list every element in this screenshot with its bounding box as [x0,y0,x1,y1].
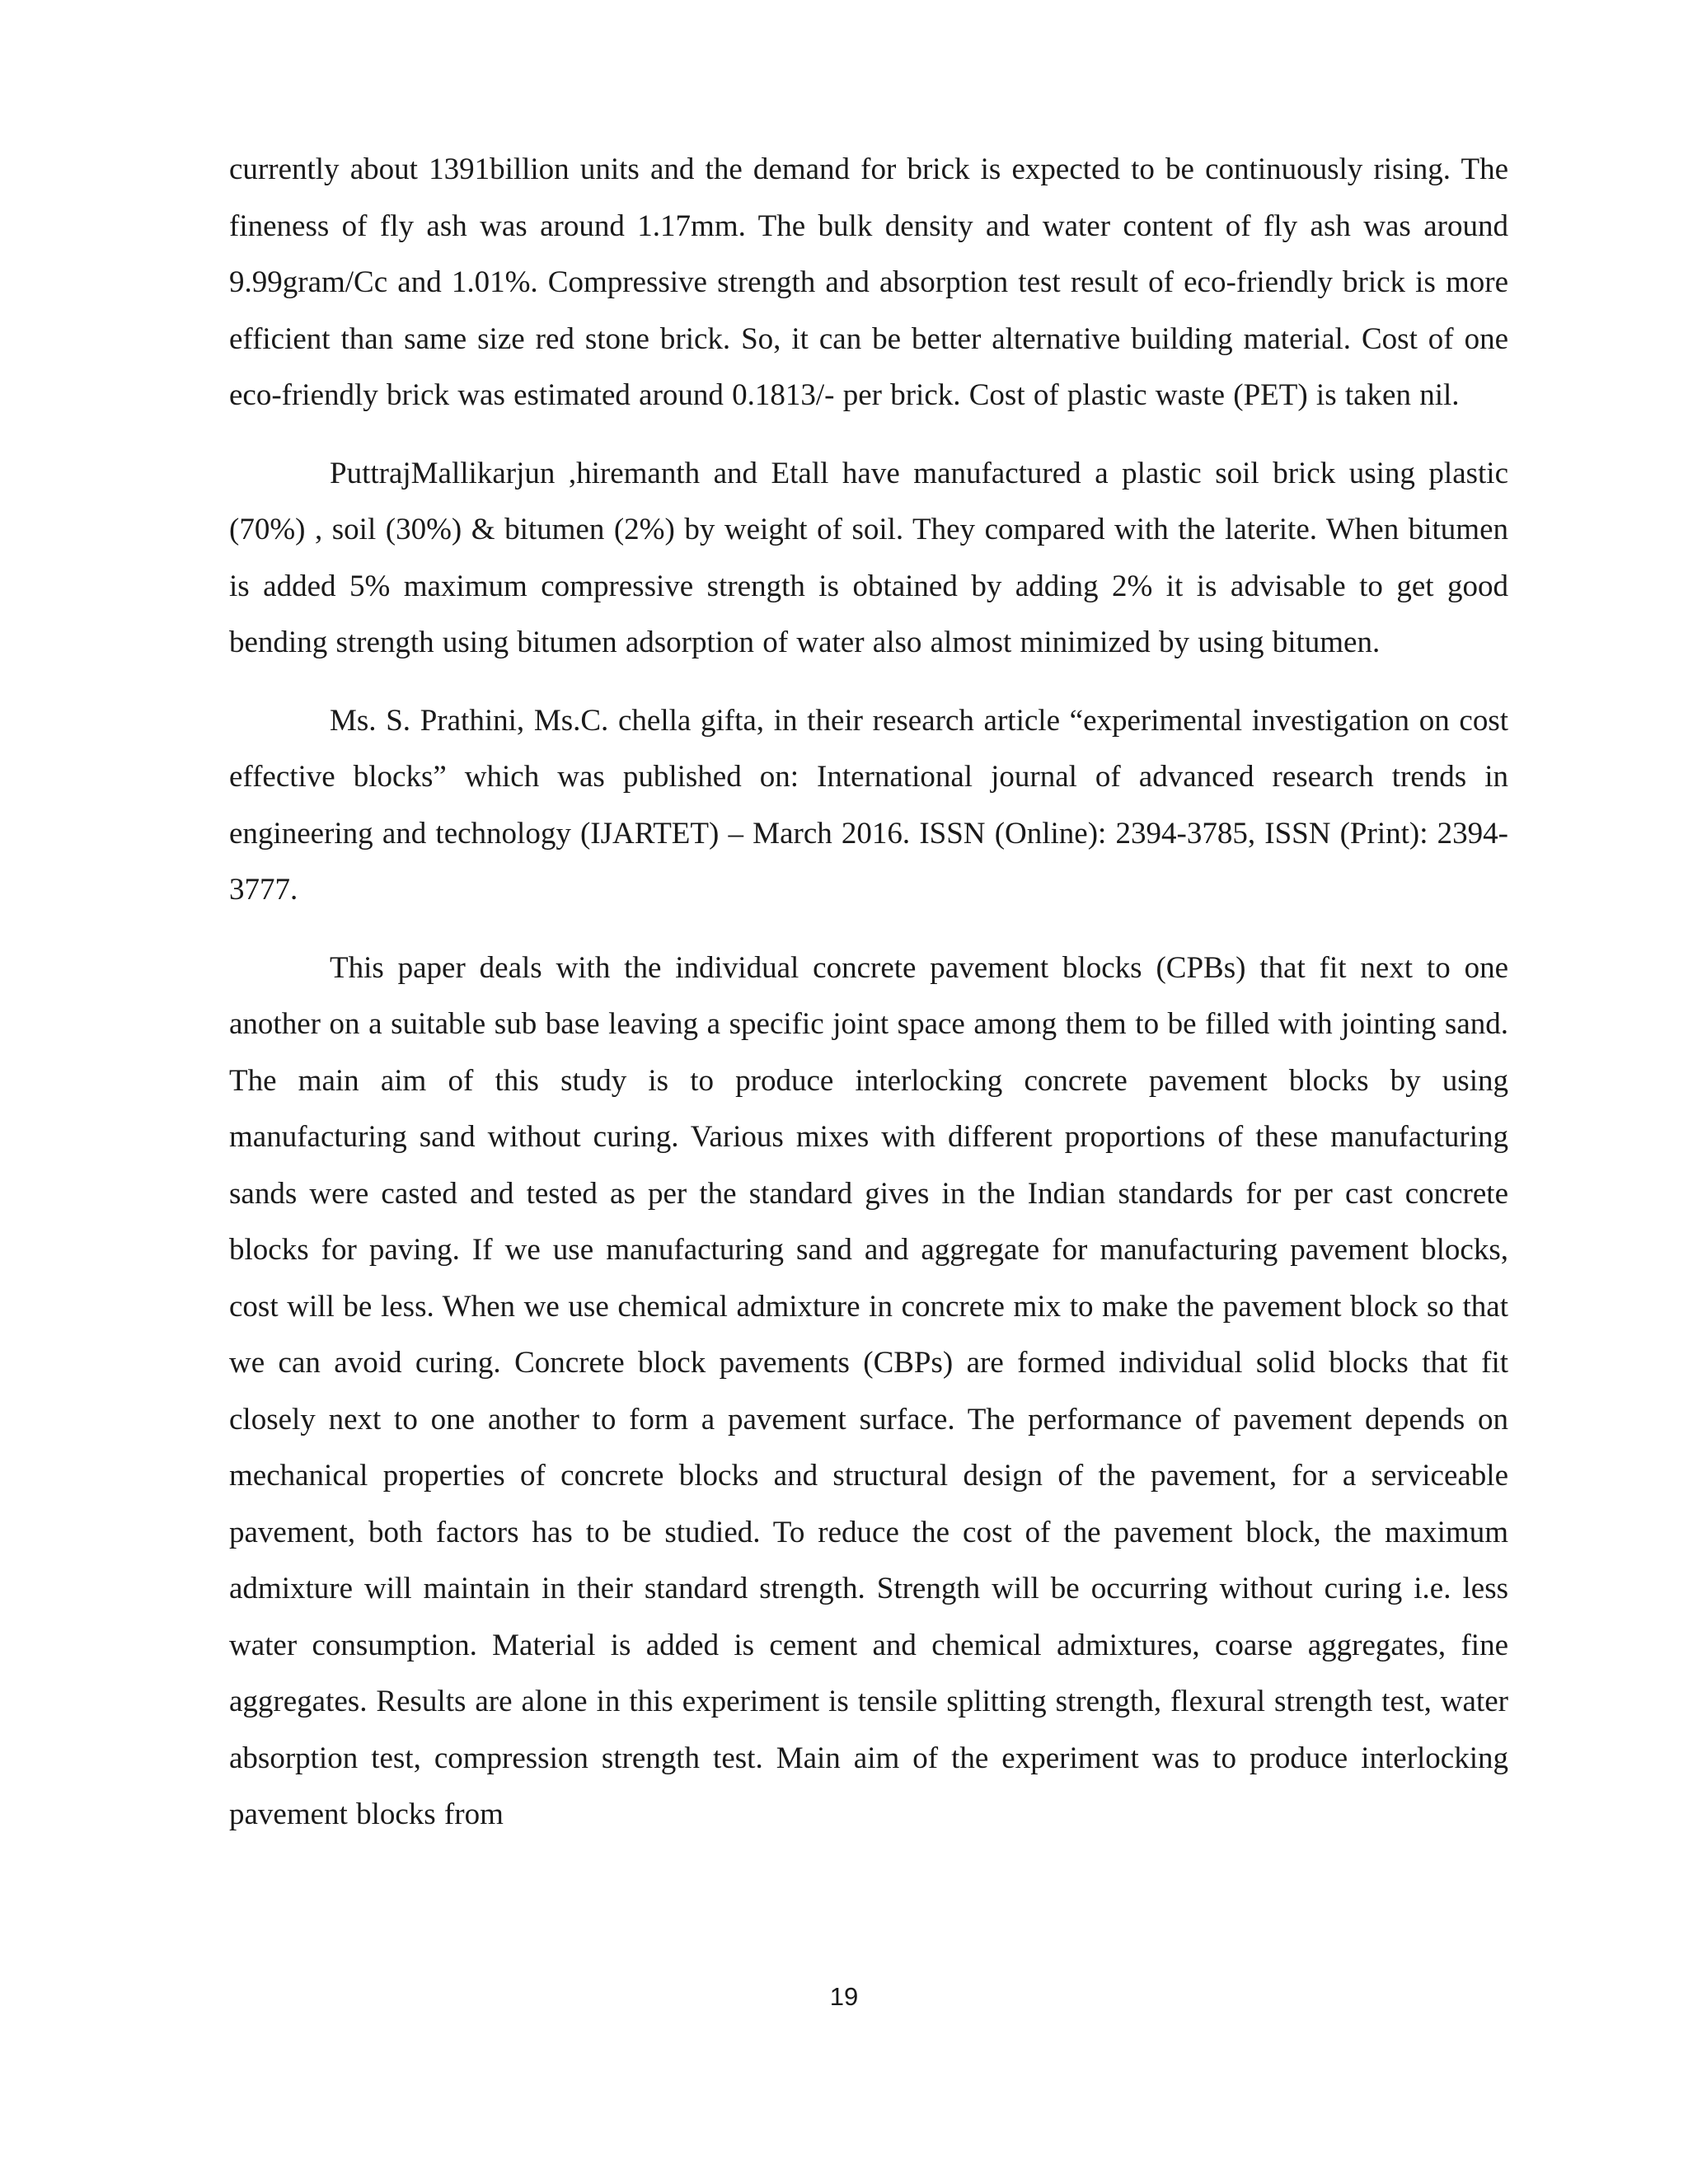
paragraph-reference-prathini: Ms. S. Prathini, Ms.C. chella gifta, in their research article “experimental investigation on cost effective blocks” which was published on: International journal of advanced research trends in engineering and technology (IJARTET) – March 2016. ISSN (Online): 2394-3785, ISSN (Print): 2394-3777. [229,703,1508,907]
paragraph-plastic-soil-brick: PuttrajMallikarjun ,hiremanth and Etall have manufactured a plastic soil brick using plastic (70%) , soil (30%) & bitumen (2%) by weight of soil. They compared with the laterite. When bitumen is added 5% maximum compressive strength is obtained by adding 2% it is advisable to get good bending strength using bitumen adsorption of water also almost minimized by using bitumen. [229,456,1508,659]
body-text [229,142,1508,1844]
page-number: 19 [829,1982,859,2011]
paragraph-concrete-pavement-blocks: This paper deals with the individual concrete pavement blocks (CPBs) that fit next to one another on a suitable sub base leaving a specific joint space among them to be filled with jointing sand. The main aim of this study is to produce interlocking concrete pavement blocks by using manufacturing sand without curing. Various mixes with different proportions of these manufacturing sands were casted and tested as per the standard gives in the Indian standards for per cast concrete blocks for paving. If we use manufacturing sand and aggregate for manufacturing pavement blocks, cost will be less. When we use chemical admixture in concrete mix to make the pavement block so that we can avoid curing. Concrete block pavements (CBPs) are formed individual solid blocks that fit closely next to one another to form a pavement surface. The performance of pavement depends on mechanical properties of concrete blocks and structural design of the pavement, for a serviceable pavement, both factors has to be studied. To reduce the cost of the pavement block, the maximum admixture will maintain in their standard strength. Strength will be occurring without curing i.e. less water consumption. Material is added is cement and chemical admixtures, coarse aggregates, fine aggregates. Results are alone in this experiment is tensile splitting strength, flexural strength test, water absorption test, compression strength test. Main aim of the experiment was to produce interlocking pavement blocks from [229,950,1508,1831]
paragraph-fly-ash-brick: currently about 1391billion units and the demand for brick is expected to be continuously rising. The fineness of fly ash was around 1.17mm. The bulk density and water content of fly ash was around 9.99gram/Cc and 1.01%. Compressive strength and absorption test result of eco-friendly brick is more efficient than same size red stone brick. So, it can be better alternative building material. Cost of one eco-friendly brick was estimated around 0.1813/- per brick. Cost of plastic waste (PET) is taken nil. [229,152,1508,412]
